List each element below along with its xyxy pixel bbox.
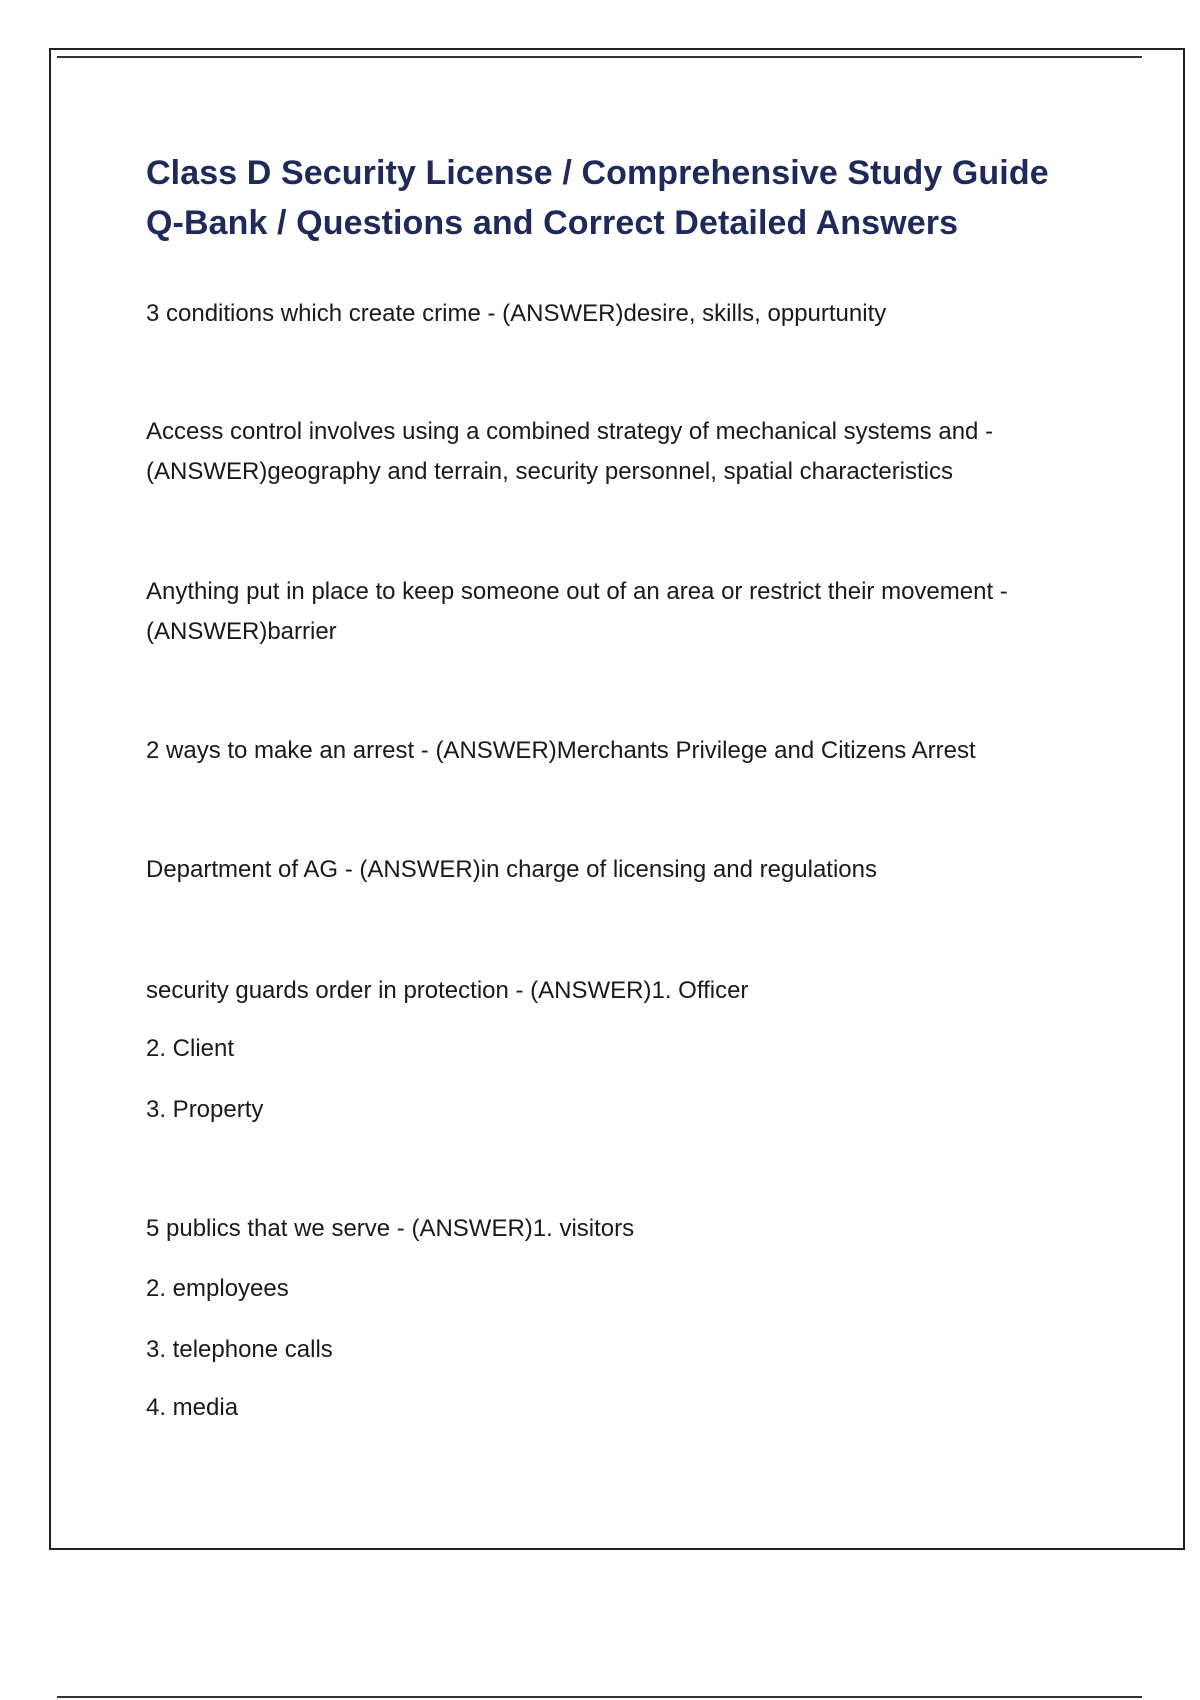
page-frame [49, 48, 1185, 1550]
qa-item-arrest: 2 ways to make an arrest - (ANSWER)Merchants Privilege and Citizens Arrest [146, 737, 976, 764]
qa-item-access-control: Access control involves using a combined strategy of mechanical systems and - (ANSWER)geography and terrain, security personnel, spatial characteristics [146, 418, 994, 485]
qa-item-publics-served: 5 publics that we serve - (ANSWER)1. visitors [146, 1215, 635, 1242]
list-item-employees: 2. employees [146, 1275, 289, 1302]
list-item-property: 3. Property [146, 1096, 264, 1123]
list-item-telephone-calls: 3. telephone calls [146, 1336, 333, 1363]
qa-item-crime-conditions: 3 conditions which create crime - (ANSWER)desire, skills, oppurtunity [146, 300, 887, 327]
list-item-media: 4. media [146, 1394, 239, 1421]
qa-item-protection-order: security guards order in protection - (ANSWER)1. Officer [146, 977, 749, 1004]
qa-item-barrier: Anything put in place to keep someone out of an area or restrict their movement - (ANSWER)barrier [146, 578, 1008, 645]
list-item-client: 2. Client [146, 1035, 235, 1062]
document-title: Class D Security License / Comprehensive Study Guide Q-Bank / Questions and Correct Detailed Answers [146, 154, 1049, 242]
bottom-rule [57, 1696, 1142, 1698]
qa-item-department-ag: Department of AG - (ANSWER)in charge of licensing and regulations [146, 856, 878, 883]
